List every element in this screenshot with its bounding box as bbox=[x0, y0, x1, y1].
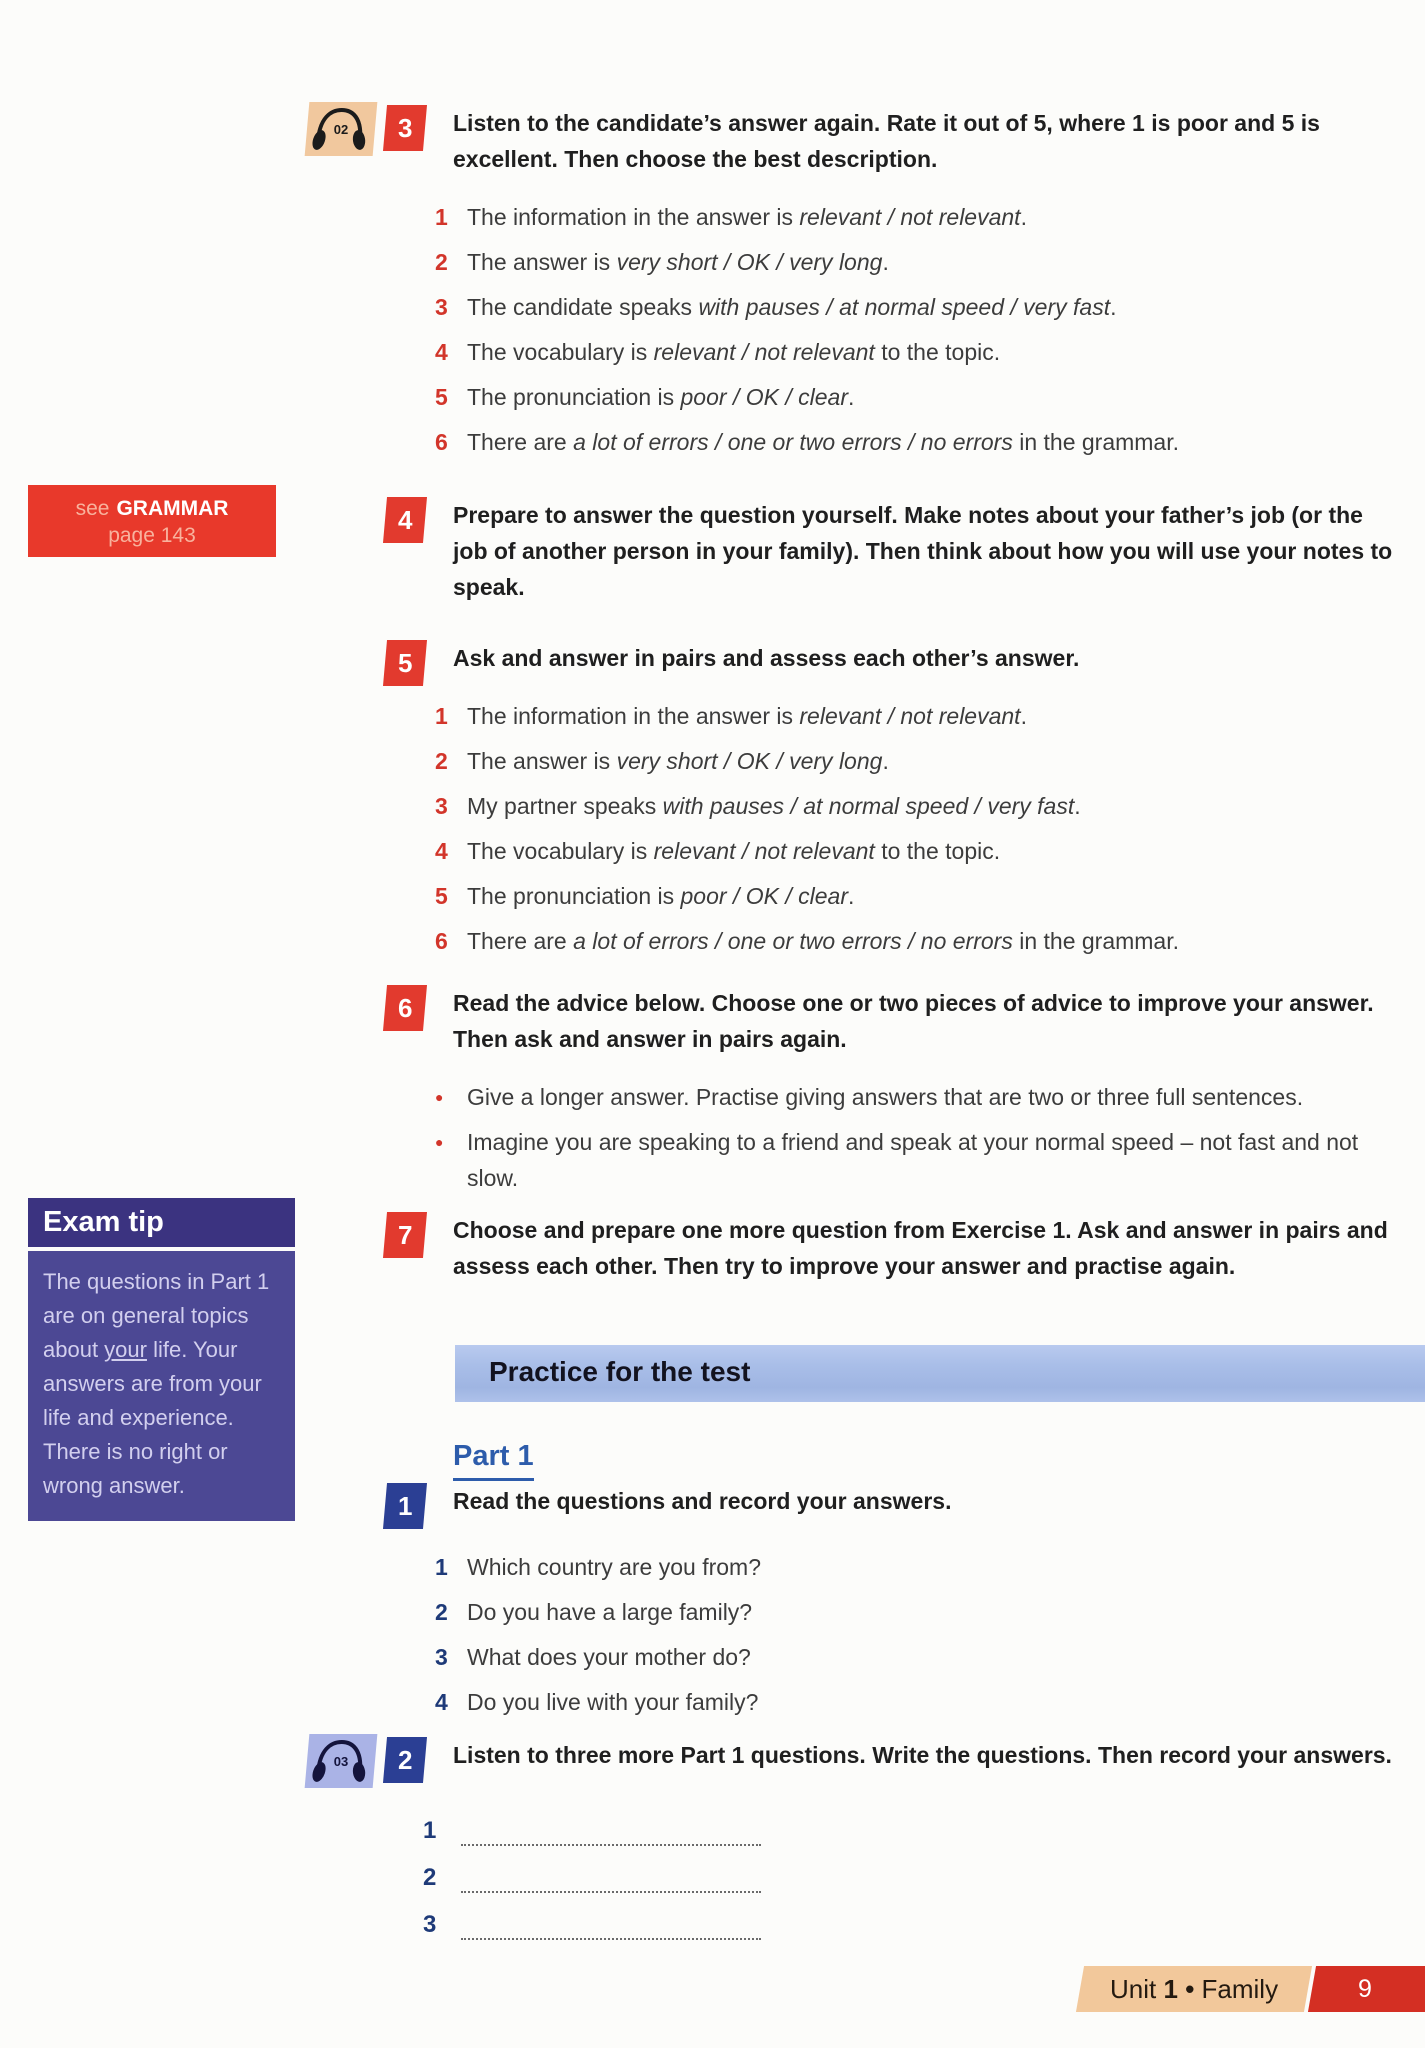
exercise-number-badge: 5 bbox=[383, 640, 427, 686]
list-item bbox=[435, 833, 1398, 869]
item-number: 5 bbox=[435, 384, 448, 410]
unit-tab bbox=[1076, 1966, 1312, 2012]
practice-test-banner bbox=[455, 1345, 1425, 1402]
item-text: The information in the answer is relevant / not relevant. bbox=[467, 204, 1027, 230]
exercise-heading: Choose and prepare one more question from Exercise 1. Ask and answer in pairs and assess each other. Then try to improve your answer and practise again. bbox=[453, 1217, 1388, 1279]
bullet-marker: ● bbox=[435, 1134, 444, 1150]
item-text: What does your mother do? bbox=[467, 1644, 751, 1670]
item-number: 3 bbox=[435, 793, 448, 819]
exercise-heading: Ask and answer in pairs and assess each other’s answer. bbox=[453, 645, 1080, 671]
part-1-heading: Part 1 bbox=[453, 1440, 534, 1481]
item-number: 6 bbox=[435, 928, 448, 954]
list-item bbox=[423, 1799, 1398, 1846]
assessment-list bbox=[435, 698, 1398, 959]
item-text: Which country are you from? bbox=[467, 1554, 762, 1580]
list-item bbox=[435, 878, 1398, 914]
item-text: My partner speaks with pauses / at normal speed / very fast. bbox=[467, 793, 1081, 819]
item-number: 4 bbox=[435, 339, 448, 365]
exercise-heading: Listen to three more Part 1 questions. Write the questions. Then record your answers. bbox=[453, 1742, 1392, 1768]
list-item bbox=[435, 334, 1398, 370]
grammar-page-ref: page 143 bbox=[108, 524, 196, 547]
list-item bbox=[435, 923, 1398, 959]
exercise-number-badge: 4 bbox=[383, 497, 427, 543]
audio-track-badge-02[interactable] bbox=[305, 102, 378, 156]
exercise-heading: Read the questions and record your answers. bbox=[453, 1488, 952, 1514]
list-item bbox=[435, 1639, 1398, 1675]
practice-exercise-1 bbox=[385, 1483, 1398, 1729]
item-text: Give a longer answer. Practise giving answers that are two or three full sentences. bbox=[467, 1084, 1304, 1110]
item-number: 5 bbox=[435, 883, 448, 909]
list-item bbox=[435, 424, 1398, 460]
item-text: There are a lot of errors / one or two errors / no errors in the grammar. bbox=[467, 928, 1180, 954]
answer-write-in-line[interactable] bbox=[461, 1816, 761, 1846]
grammar-see-label: see bbox=[75, 497, 110, 520]
page-number: 9 bbox=[1357, 1975, 1372, 2003]
practice-exercise-2 bbox=[333, 1737, 1398, 1940]
exercise-heading: Read the advice below. Choose one or two pieces of advice to improve your answer. Then ask and answer in pairs again. bbox=[453, 990, 1374, 1052]
list-item bbox=[435, 1124, 1398, 1196]
exercise-4 bbox=[385, 497, 1398, 605]
item-text: Imagine you are speaking to a friend and speak at your normal speed – not fast and not slow. bbox=[467, 1129, 1359, 1191]
list-item bbox=[435, 1079, 1398, 1115]
exercise-heading: Prepare to answer the question yourself. Make notes about your father’s job (or the job of another person in your family). Then think about how you will use your notes to speak. bbox=[453, 502, 1393, 600]
list-item bbox=[435, 698, 1398, 734]
item-text: The answer is very short / OK / very long. bbox=[467, 249, 889, 275]
list-item bbox=[423, 1893, 1398, 1940]
item-text: Do you live with your family? bbox=[467, 1689, 759, 1715]
item-number: 1 bbox=[435, 703, 448, 729]
answer-lines bbox=[423, 1799, 1398, 1940]
item-text: The pronunciation is poor / OK / clear. bbox=[467, 883, 855, 909]
exercise-7 bbox=[385, 1212, 1398, 1284]
exercise-6 bbox=[385, 985, 1398, 1205]
exercise-3 bbox=[333, 105, 1398, 469]
item-text: The information in the answer is relevant / not relevant. bbox=[467, 703, 1027, 729]
item-number: 2 bbox=[435, 748, 448, 774]
item-text: The candidate speaks with pauses / at normal speed / very fast. bbox=[467, 294, 1117, 320]
item-number: 3 bbox=[435, 294, 448, 320]
exercise-heading: Listen to the candidate’s answer again. Rate it out of 5, where 1 is poor and 5 is excellent. Then choose the best description. bbox=[453, 110, 1320, 172]
list-item bbox=[435, 1594, 1398, 1630]
item-number: 4 bbox=[435, 1689, 448, 1715]
audio-track-badge-03[interactable] bbox=[305, 1734, 378, 1788]
item-text: The pronunciation is poor / OK / clear. bbox=[467, 384, 855, 410]
list-item bbox=[423, 1846, 1398, 1893]
exercise-number-badge: 6 bbox=[383, 985, 427, 1031]
list-item bbox=[435, 289, 1398, 325]
page-number-tab bbox=[1308, 1966, 1425, 2012]
item-number: 2 bbox=[423, 1864, 437, 1891]
item-number: 6 bbox=[435, 429, 448, 455]
audio-track-number: 02 bbox=[333, 122, 349, 137]
assessment-list bbox=[435, 199, 1398, 460]
answer-write-in-line[interactable] bbox=[461, 1863, 761, 1893]
exam-tip-box bbox=[28, 1198, 295, 1521]
item-number: 2 bbox=[435, 249, 448, 275]
exercise-number-badge: 1 bbox=[383, 1483, 427, 1529]
banner-title: Practice for the test bbox=[489, 1356, 751, 1387]
list-item bbox=[435, 1549, 1398, 1585]
grammar-reference-line1 bbox=[28, 495, 276, 522]
exercise-number-badge: 2 bbox=[383, 1737, 427, 1783]
item-number: 2 bbox=[435, 1599, 448, 1625]
item-number: 1 bbox=[435, 204, 448, 230]
item-number: 1 bbox=[423, 1817, 437, 1844]
exercise-number-badge: 3 bbox=[383, 105, 427, 151]
unit-label: Unit 1 • Family bbox=[1109, 1974, 1279, 2004]
exam-tip-body: The questions in Part 1 are on general topics about your life. Your answers are from your life and experience. There is no right or wrong answer. bbox=[28, 1251, 295, 1521]
exercise-5 bbox=[385, 640, 1398, 968]
item-number: 3 bbox=[435, 1644, 448, 1670]
item-text: The vocabulary is relevant / not relevant to the topic. bbox=[467, 838, 1001, 864]
item-text: The vocabulary is relevant / not relevant to the topic. bbox=[467, 339, 1001, 365]
item-text: The answer is very short / OK / very long. bbox=[467, 748, 889, 774]
advice-list bbox=[435, 1079, 1398, 1196]
item-text: Do you have a large family? bbox=[467, 1599, 753, 1625]
list-item bbox=[435, 1684, 1398, 1720]
answer-write-in-line[interactable] bbox=[461, 1910, 761, 1940]
grammar-reference-box bbox=[28, 485, 276, 557]
exercise-number-badge: 7 bbox=[383, 1212, 427, 1258]
item-text: There are a lot of errors / one or two errors / no errors in the grammar. bbox=[467, 429, 1180, 455]
item-number: 1 bbox=[435, 1554, 448, 1580]
item-number: 4 bbox=[435, 838, 448, 864]
list-item bbox=[435, 199, 1398, 235]
audio-track-number: 03 bbox=[333, 1754, 349, 1769]
list-item bbox=[435, 379, 1398, 415]
grammar-title: GRAMMAR bbox=[116, 497, 229, 520]
item-number: 3 bbox=[423, 1911, 437, 1938]
exam-tip-title: Exam tip bbox=[28, 1198, 295, 1247]
list-item bbox=[435, 788, 1398, 824]
questions-list bbox=[435, 1549, 1398, 1720]
list-item bbox=[435, 743, 1398, 779]
list-item bbox=[435, 244, 1398, 280]
bullet-marker: ● bbox=[435, 1089, 444, 1105]
